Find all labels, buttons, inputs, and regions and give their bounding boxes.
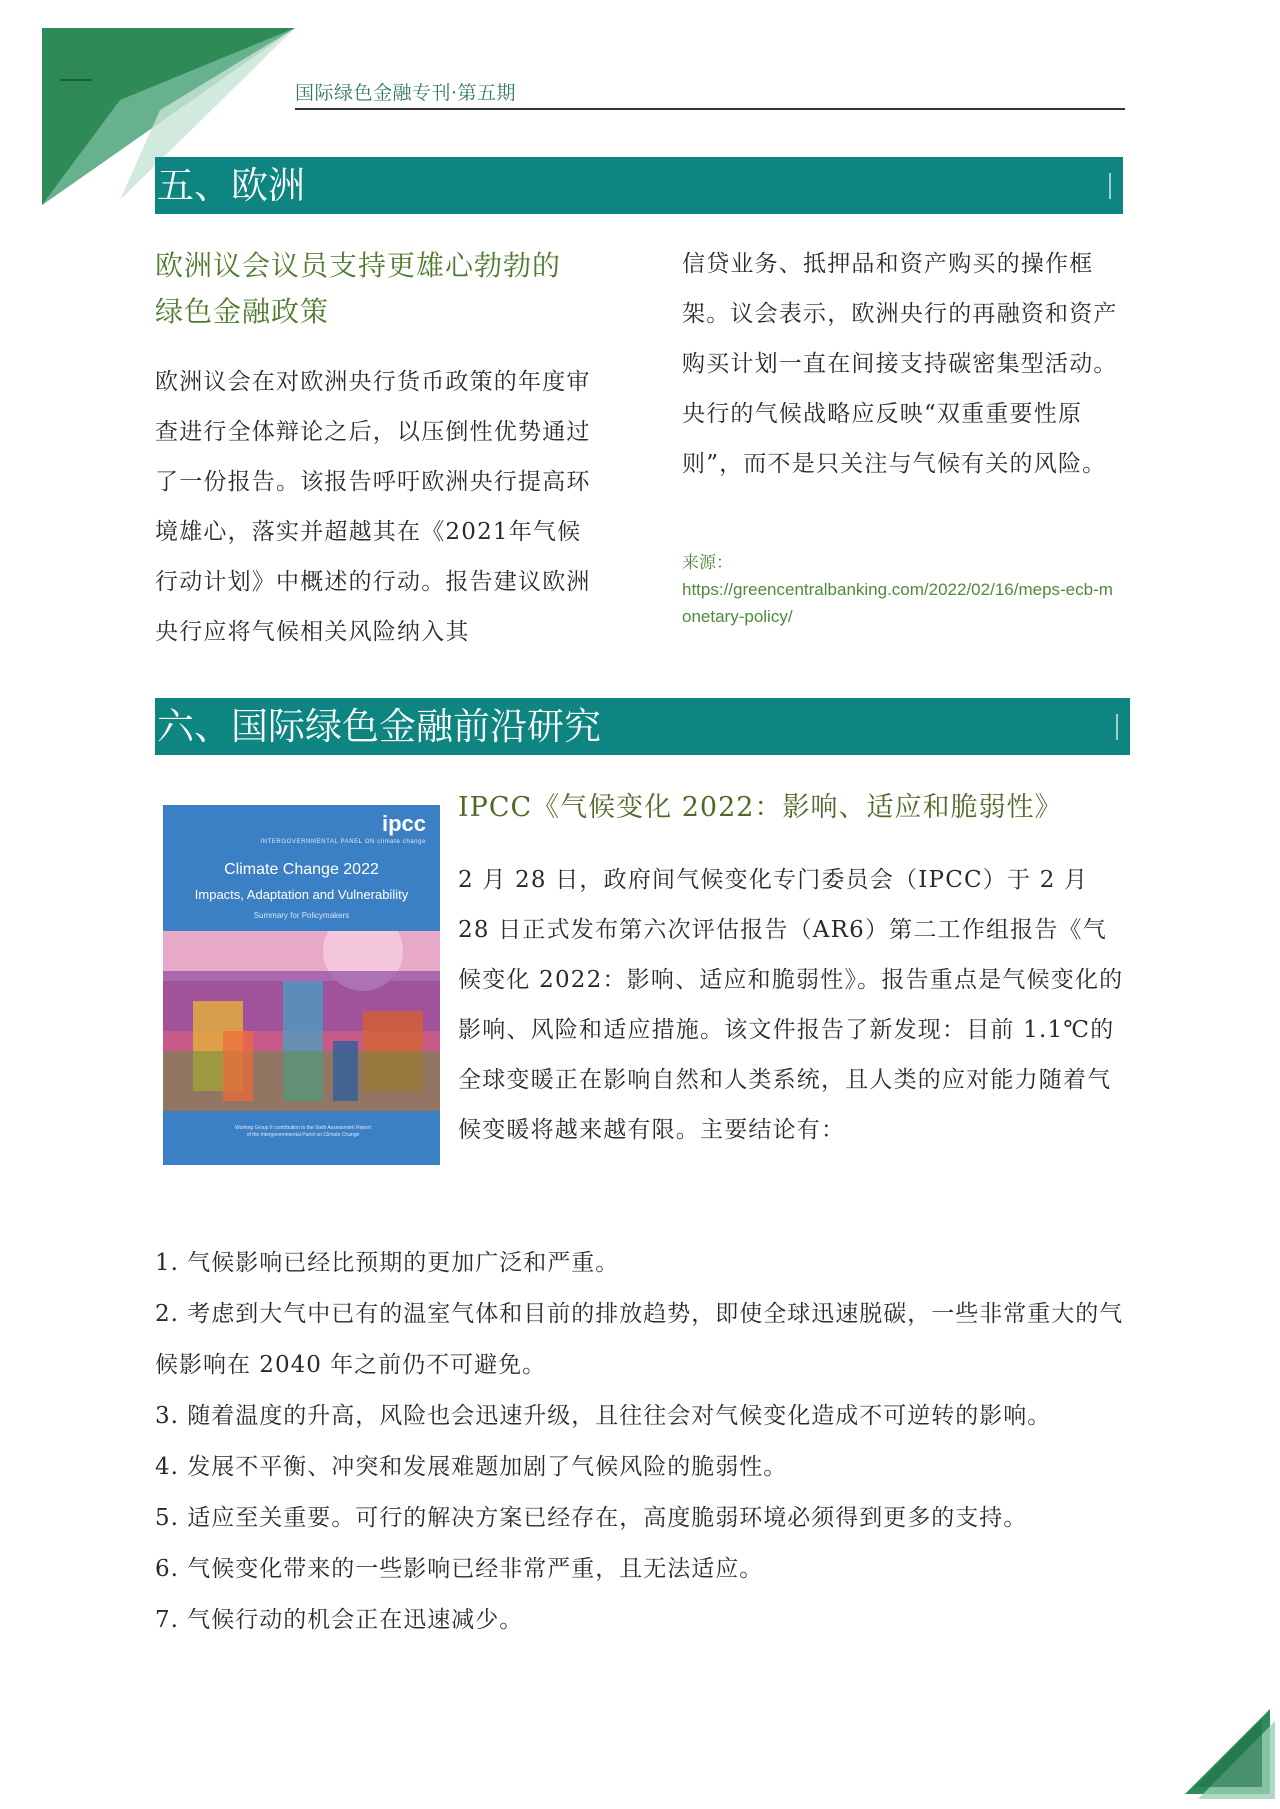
list-item: 7. 气候行动的机会正在迅速减少。: [155, 1607, 524, 1633]
article-paragraph-right: 信贷业务、抵押品和资产购买的操作框架。议会表示，欧洲央行的再融资和资产购买计划一直在间接支持碳密集型活动。央行的气候战略应反映“双重重要性原则”，而不是只关注与气候有关的风险。: [682, 251, 1118, 477]
section-heading-text: 六、国际绿色金融前沿研究: [157, 705, 601, 748]
article-paragraph-ipcc: 2 月 28 日，政府间气候变化专门委员会（IPCC）于 2 月 28 日正式发布第六次评估报告（AR6）第二工作组报告《气候变化 2022：影响、适应和脆弱性》。报告重点是气候变化的影响、风险和适应措施。该文件报告了新发现：目前 1.1℃的全球变暖正在影响自然和人类系统，且人类的应对能力随着气候变暖将越来越有限。主要结论有：: [458, 867, 1124, 1143]
article-title-line: 欧洲议会议员支持更雄心勃勃的: [155, 249, 562, 282]
list-item: 6. 气候变化带来的一些影响已经非常严重，且无法适应。: [155, 1556, 764, 1582]
cover-org-name: INTERGOVERNMENTAL PANEL ON climate change: [260, 839, 426, 845]
journal-header-title: 国际绿色金融专刊·第五期: [295, 82, 517, 104]
cover-subtitle: Impacts, Adaptation and Vulnerability: [194, 887, 409, 902]
conclusions-list: [155, 1238, 1135, 1646]
heading-accent-mark: [1116, 714, 1118, 740]
article-title-ipcc: IPCC《气候变化 2022：影响、适应和脆弱性》: [458, 792, 1063, 823]
list-item: 2. 考虑到大气中已有的温室气体和目前的排放趋势，即使全球迅速脱碳，一些非常重大的气候影响在 2040 年之前仍不可避免。: [155, 1301, 1124, 1378]
list-item: 4. 发展不平衡、冲突和发展难题加剧了气候风险的脆弱性。: [155, 1454, 788, 1480]
list-item: 3. 随着温度的升高，风险也会迅速升级，且往往会对气候变化造成不可逆转的影响。: [155, 1403, 1052, 1429]
article-paragraph-left: 欧洲议会在对欧洲央行货币政策的年度审查进行全体辩论之后，以压倒性优势通过了一份报告。该报告呼吁欧洲央行提高环境雄心，落实并超越其在《2021年气候行动计划》中概述的行动。报告建议欧洲央行应将气候相关风险纳入其: [155, 369, 591, 645]
source-link[interactable]: https://greencentralbanking.com/2022/02/16/meps-ecb-monetary-policy/: [682, 580, 1113, 626]
cover-title: Climate Change 2022: [224, 861, 379, 878]
cover-spm: Summary for Policymakers: [253, 911, 350, 920]
article-title-europe: [155, 243, 561, 335]
section-heading-research: [155, 698, 1130, 755]
source-label: 来源：: [682, 553, 733, 573]
section-heading-europe: [155, 157, 1123, 214]
cover-footer-text: Working Group II contribution to the Sixth Assessment Report of the Intergovernmental Panel on Climate Change: [234, 1125, 372, 1138]
heading-accent-mark: [1109, 173, 1111, 199]
list-item: 5. 适应至关重要。可行的解决方案已经存在，高度脆弱环境必须得到更多的支持。: [155, 1505, 1028, 1531]
header-divider: [295, 108, 1125, 110]
section-heading-text: 五、欧洲: [157, 164, 305, 207]
article-title-line: 绿色金融政策: [155, 295, 330, 328]
list-item: 1. 气候影响已经比预期的更加广泛和严重。: [155, 1250, 620, 1276]
ipcc-report-cover: [163, 805, 440, 1165]
ipcc-logo: ipcc: [381, 811, 426, 836]
corner-decoration-bottom: [1170, 1699, 1280, 1809]
